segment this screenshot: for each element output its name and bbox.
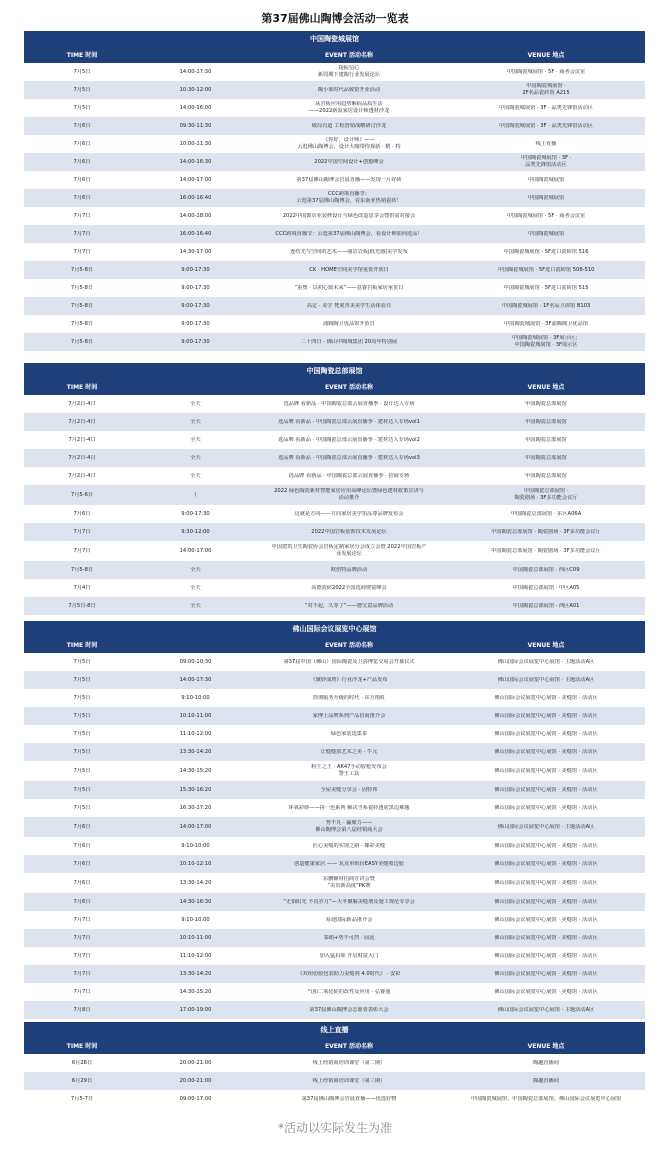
event-cell: 让缝缝放艺术之美 · 牛元	[320, 748, 378, 755]
time-cell: 17:00-19:00	[179, 1006, 212, 1013]
date-cell: 7月6日	[73, 176, 91, 183]
time-cell: 全天	[190, 472, 201, 479]
venue-cell: 中国陶瓷总部展馆 · 西区A01	[512, 602, 580, 609]
time-cell: 14:00-17:30	[179, 68, 212, 75]
venue-table	[24, 1022, 645, 1108]
event-cell: 家博士品牌系列产品招商推介会	[312, 712, 386, 719]
table-row	[24, 743, 645, 761]
event-cell: 这就是方向——方向家居美学馆品尊品牌发布会	[294, 510, 404, 517]
venue-cell: 中国陶瓷城展馆 · 3F · 品类先锋馆活动区	[499, 104, 593, 111]
table-row	[24, 983, 645, 1001]
date-cell: 7月6日	[73, 860, 91, 867]
date-cell: 7月7日	[73, 988, 91, 995]
table-row	[24, 1054, 645, 1072]
date-cell: 7月6日	[73, 510, 91, 517]
event-cell: 粉王之王 · AK47手动胶枪发布会 警王工具	[311, 764, 387, 777]
date-cell: 7月5日	[73, 68, 91, 75]
time-cell: 9:30-12:00	[181, 528, 210, 535]
venue-cell: 中国陶瓷总部展馆 · 陶瓷剧场 · 3F多功能会议厅	[491, 528, 601, 535]
date-cell: 7月6日	[73, 842, 91, 849]
event-cell: 从岩板应用趋势解码品质生活 ——2022新浪家居设计师透材沙龙	[308, 101, 390, 114]
event-cell: 第37届佛山陶博会岩晨直播——发现一片好砖	[296, 176, 402, 183]
venue-cell: 中国陶瓷城展馆 · 5F进口瓷砖馆 516	[503, 248, 589, 255]
date-cell: 7月7日	[73, 230, 91, 237]
time-cell: 14:30-15:20	[179, 767, 212, 774]
event-cell: 2022中国空间设计+创想峰会	[314, 158, 384, 165]
time-cell: 16:00-16:40	[179, 194, 212, 201]
column-header-row	[24, 46, 645, 63]
time-cell: 13:30-14:20	[179, 748, 212, 755]
venue-cell: 佛山国际会议展览中心展馆 · 美缝馆 · 活动区	[494, 730, 598, 737]
time-column-header: TIME 时间	[66, 384, 98, 391]
column-header-row	[24, 1037, 645, 1054]
time-cell: 全天	[190, 400, 201, 407]
table-row	[24, 395, 645, 413]
table-row	[24, 467, 645, 485]
table-row	[24, 449, 645, 467]
time-cell: 9:00-17:30	[181, 338, 210, 345]
time-cell: 11:10-12:00	[179, 730, 212, 737]
table-row	[24, 135, 645, 153]
venue-column-header: VENUE 地点	[527, 1043, 565, 1050]
event-cell: 第37届佛山陶博会志愿者表彰大会	[309, 1006, 389, 1013]
event-cell: 第37届佛山陶博会岩晨直播——优选好物	[301, 1095, 397, 1102]
event-cell: “重塑 · 以初心致未来”——意睿岩板家居重贺日	[294, 284, 404, 291]
event-cell: “对不起，久等了”——德宝意品牌活动	[304, 602, 394, 609]
footnote: *活动以实际发生为准	[277, 1121, 392, 1135]
table-row	[24, 117, 645, 135]
time-cell: 全天	[190, 566, 201, 573]
date-cell: 7月2日-4日	[68, 472, 96, 479]
event-cell: 高德瓷砖2022全国选商财富峰会	[311, 584, 387, 591]
time-cell: 9:10-10:00	[181, 694, 210, 701]
table-row	[24, 207, 645, 225]
table-row	[24, 893, 645, 911]
date-cell: 7月6日	[73, 140, 91, 147]
venue-cell: 佛山国际会议展览中心展馆 · 美缝馆 · 活动区	[494, 860, 598, 867]
date-cell: 7月5日	[73, 104, 91, 111]
table-row	[24, 1001, 645, 1019]
event-cell: CCC跨境直播节：云逛第37届佛山陶博会，看设计师如何选品！	[275, 230, 423, 237]
time-cell: 20:00-21:00	[179, 1059, 212, 1066]
time-cell: 14:00-16:30	[179, 158, 212, 165]
date-cell: 7月5日	[73, 658, 91, 665]
date-cell: 7月2日-4日	[68, 436, 96, 443]
venue-cell: 陶趣直播间	[533, 1077, 559, 1084]
table-row	[24, 333, 645, 351]
venue-cell: 佛山国际会议展览中心展馆 · 美缝馆 · 活动区	[494, 694, 598, 701]
event-cell: 《你好，设计师》—— 云逛佛山陶博会，设计大咖带你观新 · 精 · 特	[297, 137, 401, 150]
table-row	[24, 579, 645, 597]
table-row	[24, 873, 645, 893]
date-cell: 7月6日	[73, 194, 91, 201]
date-cell: 7月5日	[73, 748, 91, 755]
venue-cell: 佛山国际会议展览中心展馆 · 主题活动A区	[497, 676, 595, 683]
table-row	[24, 243, 645, 261]
event-cell: 东鹏辅材招商宣讲会暨 “美出新高度”PK赛	[323, 876, 375, 889]
date-cell: 7月5-8日	[70, 566, 94, 573]
date-cell: 7月6日	[73, 879, 91, 886]
table-row	[24, 653, 645, 671]
event-cell: 易迪国际新品推介会	[325, 916, 373, 923]
date-cell: 7月7日	[73, 547, 91, 554]
venue-table	[24, 363, 645, 615]
table-row	[24, 225, 645, 243]
event-cell: 全屋美缝分享会 · 固特邦	[320, 786, 378, 793]
time-cell: 9:00-17:30	[181, 320, 210, 327]
table-row	[24, 817, 645, 837]
section-title: 中国陶瓷城展馆	[24, 31, 645, 46]
event-cell: 第37届中国（佛山）国际陶瓷及卫浴博览交易会开幕仪式	[283, 658, 415, 665]
date-cell: 7月2日-4日	[68, 418, 96, 425]
time-cell: 14:30-17:00	[179, 248, 212, 255]
event-cell: 绿色家装选集泰	[330, 730, 368, 737]
venue-cell: 中国陶瓷城展馆、中国陶瓷总部展馆、佛山国际会议展览中心展馆	[470, 1095, 622, 1102]
venue-cell: 中国陶瓷总部展馆	[525, 436, 567, 443]
event-cell: 连结光与空间的艺术——丽洁岩板|低光感|美学发布	[290, 248, 408, 255]
date-cell: 7月5-8日	[70, 266, 94, 273]
event-cell: 浦腾陶卫优品馆开放日	[323, 320, 375, 327]
venue-cell: 中国陶瓷城展馆 · 5F进口瓷砖馆 508-510	[497, 266, 595, 273]
venue-table	[24, 31, 645, 351]
event-cell: “无惧阳光 不畏岁月”—天冬聚脲美缝剂及施工规范专享会	[283, 898, 415, 905]
date-cell: 7月7日	[73, 952, 91, 959]
date-cell: 7月5日	[73, 730, 91, 737]
venue-cell: 中国陶瓷城展馆 · 3F展示区； 中国陶瓷城展馆 · 3F展示区	[511, 335, 581, 348]
table-row	[24, 505, 645, 523]
time-cell: 9:00-17:30	[181, 510, 210, 517]
time-cell: 10:30-12:00	[179, 86, 212, 93]
venue-cell: 中国陶瓷总部展馆	[525, 454, 567, 461]
venue-column-header: VENUE 地点	[527, 642, 565, 649]
event-cell: 加入猛犸象 开启财富大门	[319, 952, 379, 959]
venue-cell: 中国陶瓷总部展馆 · 陶瓷剧场 · 3F多功能会议厅	[491, 547, 601, 554]
date-cell: 7月5日	[73, 86, 91, 93]
venue-cell: 佛山国际会议展览中心展馆 · 美缝馆 · 活动区	[494, 786, 598, 793]
table-row	[24, 707, 645, 725]
column-header-row	[24, 378, 645, 395]
event-cell: 选品牌 看新品 · 中国陶瓷总部云展直播季 · 建材达人专场vol1	[278, 418, 420, 425]
time-cell: 9:00-17:30	[181, 302, 210, 309]
venue-cell: 佛山国际会议展览中心展馆 · 美缝馆 · 活动区	[494, 842, 598, 849]
table-row	[24, 671, 645, 689]
venue-cell: 佛山国际会议展览中心展馆 · 美缝馆 · 活动区	[494, 916, 598, 923]
venue-cell: 佛山国际会议展览中心展馆 · 美缝馆 · 活动区	[494, 767, 598, 774]
date-cell: 7月6日	[73, 158, 91, 165]
date-cell: 7月4日	[73, 584, 91, 591]
event-cell: 欧倍特品牌活动	[330, 566, 368, 573]
time-cell: 09:00-10:30	[179, 658, 212, 665]
page-title: 第37届佛山陶博会活动一览表	[261, 12, 409, 25]
section-title: 佛山国际会议展览中心展馆	[24, 621, 645, 636]
event-cell: 选品牌 看新品 · 中国陶瓷总部云展直播季 · 建材达人专场vol3	[278, 454, 420, 461]
event-cell: 匠心美缝的实现之路 · 臻彩美缝	[312, 842, 386, 849]
date-cell: 7月2日-4日	[68, 400, 96, 407]
time-cell: 14:30-15:20	[179, 988, 212, 995]
date-cell: 7月5日	[73, 694, 91, 701]
venue-column-header: VENUE 地点	[527, 384, 565, 391]
date-cell: 7月7日	[73, 916, 91, 923]
date-cell: 7月6日	[73, 122, 91, 129]
event-cell: 线上经销商培训课堂（第三期）	[312, 1077, 386, 1084]
time-cell: 20:00-21:00	[179, 1077, 212, 1084]
venue-cell: 佛山国际会议展览中心展馆 · 美缝馆 · 活动区	[494, 934, 598, 941]
venue-cell: 中国陶瓷城展馆	[527, 176, 565, 183]
time-cell: 14:00-17:00	[179, 823, 212, 830]
time-column-header: TIME 时间	[66, 642, 98, 649]
time-cell: 14:00-17:00	[179, 176, 212, 183]
date-cell: 7月7日	[73, 248, 91, 255]
time-cell: 10:00-11:30	[179, 140, 212, 147]
event-cell: 选品牌 看新品 · 中国陶瓷总部云展直播季 · 建材达人专场vol2	[278, 436, 420, 443]
table-row	[24, 485, 645, 505]
table-row	[24, 99, 645, 117]
time-cell: 9:10-10:00	[181, 842, 210, 849]
venue-cell: 中国陶瓷城展馆 · 1F名品卫浴馆 B103	[501, 302, 591, 309]
table-row	[24, 189, 645, 207]
time-cell: 10:10-11:00	[179, 712, 212, 719]
event-cell: 陶小象时代品致馆开业活动	[317, 86, 381, 93]
venue-cell: 中国陶瓷城展馆 · 3F · 品类先锋馆活动区	[520, 155, 572, 168]
time-cell: 10:10-12:10	[179, 860, 212, 867]
table-row	[24, 413, 645, 431]
time-cell: \	[194, 491, 197, 498]
event-cell: 泰朗+势不可挡 · 固泥	[323, 934, 375, 941]
venue-cell: 佛山国际会议展览中心展馆 · 美缝馆 · 活动区	[494, 804, 598, 811]
venue-cell: 中国陶瓷城展馆 · 5F进口瓷砖馆 515	[503, 284, 589, 291]
date-cell: 7月5-8日	[70, 302, 94, 309]
venue-cell: 佛山国际会议展览中心展馆 · 美缝馆 · 活动区	[494, 748, 598, 755]
event-cell: 选品牌 看新品 · 中国陶瓷总部云展直播季 · 招商专场	[288, 472, 410, 479]
time-cell: 13:30-14:20	[179, 879, 212, 886]
table-row	[24, 1072, 645, 1090]
venue-cell: 中国陶瓷总部展馆 · 西区C09	[512, 566, 580, 573]
time-cell: 14:00-16:00	[179, 104, 212, 111]
table-row	[24, 781, 645, 799]
event-cell: 创造健康家居 —— 瓦克单组份EASY美缝收边胶	[294, 860, 404, 867]
venue-table	[24, 621, 645, 1019]
time-cell: 全天	[190, 436, 201, 443]
time-cell: 15:30-16:20	[179, 786, 212, 793]
time-cell: 9:10-10:00	[181, 916, 210, 923]
event-column-header: EVENT 活动名称	[324, 1043, 374, 1050]
time-cell: 14:00-17:00	[179, 547, 212, 554]
event-cell: 环氧彩砂——拼一色系列 解决当系瓷砖透底黑边难题	[288, 804, 410, 811]
date-cell: 7月5-7日	[70, 1095, 94, 1102]
table-row	[24, 837, 645, 855]
table-row	[24, 279, 645, 297]
event-cell: 《聚妙成塔》行业沙龙+产品发布	[310, 676, 388, 683]
event-cell: 势不凡 · 赢聚力—— 佛山陶博会第八届经销商大会	[315, 820, 383, 833]
date-cell: 7月5-6日	[70, 491, 94, 498]
time-cell: 14:30-16:30	[179, 898, 212, 905]
column-header-row	[24, 636, 645, 653]
venue-cell: 佛山国际会议展览中心展馆 · 美缝馆 · 活动区	[494, 712, 598, 719]
venue-cell: 中国陶瓷城展馆 · 3F浦腾陶卫优品馆	[504, 320, 588, 327]
table-row	[24, 947, 645, 965]
event-cell: 选品牌 看新品 · 中国陶瓷总部云展直播季 · 设计达人专场	[283, 400, 415, 407]
date-cell: 7月5日	[73, 804, 91, 811]
venue-cell: 中国陶瓷城展馆	[527, 194, 565, 201]
event-cell: 《双组份胶包装助力美缝剂 4.0时代》 · 安彩	[297, 970, 401, 977]
venue-cell: 中国陶瓷总部展馆 · 陶瓷剧场 · 3F多功能会议厅	[514, 488, 578, 501]
venue-cell: 佛山国际会议展览中心展馆 · 美缝馆 · 活动区	[494, 898, 598, 905]
event-cell: 提振信心 新周期下建陶行业发展论坛	[317, 65, 381, 78]
venue-cell: 线上直播	[535, 140, 557, 147]
event-cell: 二十四日 · 佛山中陶城集团 20周年特别展	[300, 338, 398, 345]
date-cell: 7月2日-4日	[68, 454, 96, 461]
time-cell: 09:00-17:00	[179, 1095, 212, 1102]
table-row	[24, 855, 645, 873]
date-cell: 7月7日	[73, 970, 91, 977]
table-row	[24, 153, 645, 171]
venue-cell: 佛山国际会议展览中心展馆 · 美缝馆 · 活动区	[494, 879, 598, 886]
venue-cell: 中国陶瓷总部展馆	[525, 418, 567, 425]
event-column-header: EVENT 活动名称	[324, 384, 374, 391]
table-row	[24, 965, 645, 983]
table-row	[24, 761, 645, 781]
venue-cell: 中国陶瓷城展馆	[527, 230, 565, 237]
table-row	[24, 523, 645, 541]
event-cell: 2022中国岩板装饰技术发展论坛	[311, 528, 387, 535]
time-cell: 13:30-14:20	[179, 970, 212, 977]
table-row	[24, 799, 645, 817]
event-cell: CCC跨境直播节： 云逛第37届佛山陶博会，看东南亚热销瓷砖！	[296, 191, 402, 204]
table-row	[24, 315, 645, 333]
table-row	[24, 689, 645, 707]
time-cell: 16:00-16:40	[179, 230, 212, 237]
time-cell: 10:10-11:00	[179, 934, 212, 941]
time-cell: 14:00-17:30	[179, 676, 212, 683]
venue-cell: 佛山国际会议展览中心展馆 · 主题活动A区	[497, 823, 595, 830]
date-cell: 7月5-8日	[70, 320, 94, 327]
venue-cell: 佛山国际会议展览中心展馆 · 美缝馆 · 活动区	[494, 988, 598, 995]
date-cell: 7月5-8日	[70, 284, 94, 291]
event-cell: 筒彻服务升级的时代 · 东方雨虹	[312, 694, 386, 701]
table-row	[24, 63, 645, 81]
venue-cell: 中国陶瓷总部展馆	[525, 400, 567, 407]
time-cell: 9:00-17:30	[181, 266, 210, 273]
date-cell: 7月7日	[73, 934, 91, 941]
section-title: 线上直播	[24, 1022, 645, 1037]
venue-cell: 中国陶瓷总部展馆 · 东区A06A	[510, 510, 582, 517]
table-row	[24, 929, 645, 947]
venue-cell: 陶趣直播间	[533, 1059, 559, 1066]
date-cell: 7月5日	[73, 676, 91, 683]
date-cell: 7月6日	[73, 823, 91, 830]
time-cell: 全天	[190, 602, 201, 609]
venue-cell: 佛山国际会议展览中心展馆 · 主题活动A区	[497, 1006, 595, 1013]
table-row	[24, 81, 645, 99]
date-cell: 7月5日	[73, 767, 91, 774]
event-cell: 线上经销商培训课堂（第二期）	[312, 1059, 386, 1066]
table-row	[24, 541, 645, 561]
venue-cell: 佛山国际会议展览中心展馆 · 美缝馆 · 活动区	[494, 952, 598, 959]
date-cell: 6月29日	[71, 1077, 93, 1084]
table-row	[24, 725, 645, 743]
venue-cell: 中国陶瓷城展馆 · 5F · 商务会议室	[506, 212, 586, 219]
time-cell: 全天	[190, 454, 201, 461]
date-cell: 6月28日	[71, 1059, 93, 1066]
date-cell: 7月6日	[73, 898, 91, 905]
event-cell: CK · HOME空间美学馆重贺开放日	[309, 266, 389, 273]
time-column-header: TIME 时间	[66, 52, 98, 59]
section-title: 中国陶瓷总部展馆	[24, 363, 645, 378]
time-cell: 11:10-12:00	[179, 952, 212, 959]
table-row	[24, 431, 645, 449]
venue-cell: 中国陶瓷总部展馆 · 中区A05	[512, 584, 580, 591]
event-cell: 破局有道 工程营销战略研讨沙龙	[311, 122, 387, 129]
venue-cell: 中国陶瓷总部展馆	[525, 472, 567, 479]
date-cell: 7月5日-8日	[68, 602, 96, 609]
table-row	[24, 561, 645, 579]
event-cell: 高定 · 美学 梵度青美美学生活体验日	[306, 302, 392, 309]
date-cell: 7月5日	[73, 712, 91, 719]
event-cell: 2022 绿色陶瓷新材智能家居应用高峰论坛暨绿色建材政策宣讲与 活动推介	[274, 488, 424, 501]
table-row	[24, 1090, 645, 1108]
venue-cell: 中国陶瓷城展馆 · 2F名品瓷砖馆 A215	[522, 83, 570, 96]
event-column-header: EVENT 活动名称	[324, 642, 374, 649]
date-cell: 7月5日	[73, 786, 91, 793]
venue-cell: 中国陶瓷城展馆 · 3F · 品类先锋馆活动区	[499, 122, 593, 129]
venue-cell: 中国陶瓷城展馆 · 5F · 商务会议室	[506, 68, 586, 75]
time-cell: 9:00-17:30	[181, 284, 210, 291]
venue-column-header: VENUE 地点	[527, 52, 565, 59]
event-cell: 气相二氧化硅的改性及应用 · 弘睿通	[307, 988, 391, 995]
date-cell: 7月8日	[73, 1006, 91, 1013]
table-row	[24, 261, 645, 279]
event-cell: 中国建筑卫生陶瓷协会岩板定制家居分会成立会暨 2022中国岩板产 业发展论坛	[271, 544, 427, 557]
venue-cell: 佛山国际会议展览中心展馆 · 美缝馆 · 活动区	[494, 970, 598, 977]
venue-cell: 佛山国际会议展览中心展馆 · 主题活动A区	[497, 658, 595, 665]
time-column-header: TIME 时间	[66, 1043, 98, 1050]
time-cell: 14:00-18:00	[179, 212, 212, 219]
table-row	[24, 597, 645, 615]
date-cell: 7月7日	[73, 212, 91, 219]
table-row	[24, 911, 645, 929]
time-cell: 全天	[190, 584, 201, 591]
date-cell: 7月5-8日	[70, 338, 94, 345]
date-cell: 7月7日	[73, 528, 91, 535]
time-cell: 09:30-11:30	[179, 122, 212, 129]
event-cell: 2022中国饰店业装修设计与绿色改造思享会暨供需对接会	[282, 212, 416, 219]
time-cell: 全天	[190, 418, 201, 425]
table-row	[24, 171, 645, 189]
event-column-header: EVENT 活动名称	[324, 52, 374, 59]
time-cell: 16:30-17:20	[179, 804, 212, 811]
table-row	[24, 297, 645, 315]
